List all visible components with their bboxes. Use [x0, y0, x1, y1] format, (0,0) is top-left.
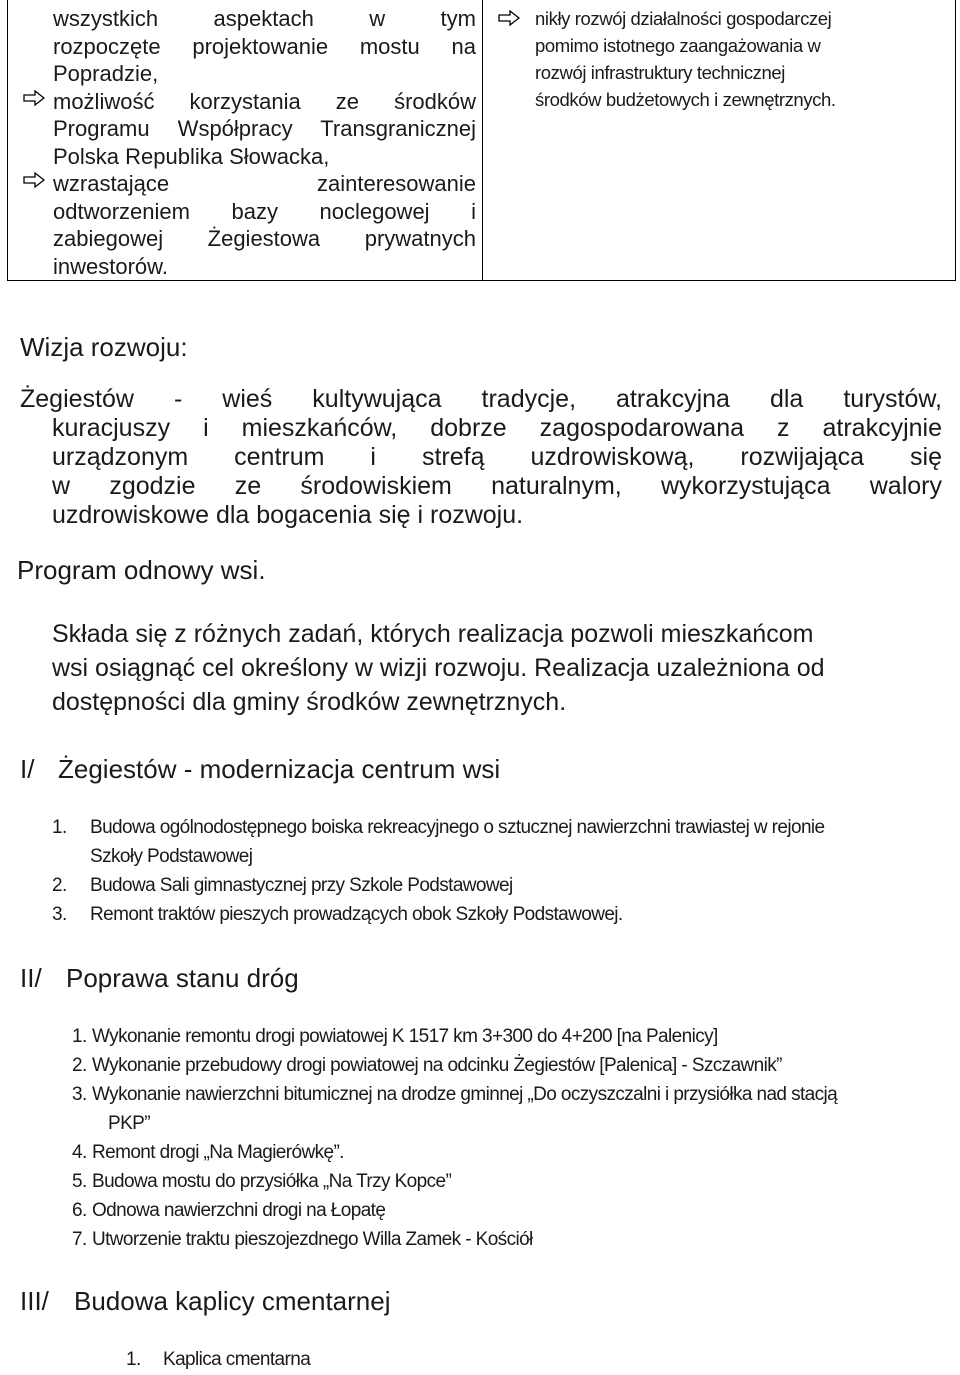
outline-arrow-right-icon	[498, 10, 520, 26]
vision-line: urządzonym centrum i strefą uzdrowiskową, rozwijająca się	[52, 443, 942, 471]
program-heading: Program odnowy wsi.	[17, 555, 266, 585]
program-line: dostępności dla gminy środków zewnętrznych.	[52, 688, 567, 716]
outline-arrow-right-icon	[23, 172, 45, 188]
swot-table-fragment	[7, 0, 956, 281]
list-item-text: Szkoły Podstawowej	[90, 846, 253, 867]
right-cell-line: pomimo istotnego zaangażowania w	[535, 35, 821, 56]
list-item-text: Wykonanie remontu drogi powiatowej K 1517 km 3+300 do 4+200 [na Palenicy]	[92, 1026, 718, 1047]
list-item-text: Wykonanie przebudowy drogi powiatowej na odcinku Żegiestów [Palenica] - Szczawnik”	[92, 1055, 782, 1076]
left-cell-line: wzrastające zainteresowanie	[53, 171, 476, 196]
list-item-text: Kaplica cmentarna	[163, 1349, 311, 1370]
program-line: wsi osiągnąć cel określony w wizji rozwoju. Realizacja uzależniona od	[52, 654, 825, 682]
list-item-number: 4.	[72, 1142, 87, 1163]
list-item-number: 2.	[52, 875, 67, 896]
list-item	[52, 814, 932, 872]
section-title: Poprawa stanu dróg	[66, 963, 299, 993]
section-number: II/	[20, 963, 42, 993]
vision-paragraph	[20, 385, 942, 530]
left-cell-line: Popradzie,	[53, 61, 159, 86]
list-item-text: Budowa Sali gimnastycznej przy Szkole Podstawowej	[90, 875, 513, 896]
list-item-number: 6.	[72, 1200, 87, 1221]
left-cell-line: rozpoczęte projektowanie mostu na	[53, 33, 476, 59]
vision-line: kuracjuszy i mieszkańców, dobrze zagospodarowana z atrakcyjnie	[52, 414, 942, 442]
list-item	[72, 1226, 942, 1255]
section-title: Żegiestów - modernizacja centrum wsi	[58, 754, 501, 784]
list-item	[126, 1346, 626, 1375]
table-left-cell	[53, 5, 476, 280]
list-item	[72, 1081, 942, 1139]
list-item	[52, 901, 932, 930]
list-item-text: Remont traktów pieszych prowadzących obok Szkoły Podstawowej.	[90, 904, 623, 925]
right-cell-line: nikły rozwój działalności gospodarczej	[535, 8, 832, 29]
list-item-text: PKP”	[108, 1113, 150, 1134]
list-item-number: 1.	[52, 817, 67, 838]
list-item	[52, 872, 932, 901]
table-right-cell	[535, 5, 955, 113]
list-item-number: 1.	[126, 1349, 141, 1370]
right-cell-line: rozwój infrastruktury technicznej	[535, 62, 786, 83]
list-item-number: 1.	[72, 1026, 87, 1047]
list-item	[72, 1168, 942, 1197]
list-item	[72, 1139, 942, 1168]
section-2-list	[72, 1023, 942, 1258]
program-line: Składa się z różnych zadań, których realizacja pozwoli mieszkańcom	[52, 620, 814, 648]
left-cell-line: Polska Republika Słowacka,	[53, 143, 330, 169]
list-item-number: 7.	[72, 1229, 87, 1250]
table-column-divider	[482, 0, 483, 280]
list-item	[72, 1023, 942, 1052]
list-item-number: 5.	[72, 1171, 87, 1192]
list-item-number: 3.	[72, 1084, 87, 1105]
section-title: Budowa kaplicy cmentarnej	[74, 1286, 391, 1316]
list-item-text: Odnowa nawierzchni drogi na Łopatę	[92, 1200, 386, 1221]
left-cell-line: wszystkich aspektach w tym	[53, 6, 476, 31]
left-cell-line: zabiegowej Żegiestowa prywatnych	[53, 226, 476, 251]
list-item-text: Remont drogi „Na Magierówkę”.	[92, 1142, 344, 1163]
left-cell-line: odtworzeniem bazy noclegowej i	[53, 198, 476, 224]
section-number: I/	[20, 754, 35, 784]
left-cell-line: Programu Współpracy Transgranicznej	[53, 116, 476, 141]
list-item-text: Budowa mostu do przysiółka „Na Trzy Kopce”	[92, 1171, 452, 1192]
outline-arrow-right-icon	[23, 90, 45, 106]
list-item-number: 2.	[72, 1055, 87, 1076]
program-paragraph	[52, 617, 947, 719]
vision-line: Żegiestów - wieś kultywująca tradycje, atrakcyjna dla turystów,	[20, 385, 942, 413]
left-cell-line: inwestorów.	[53, 253, 168, 279]
left-cell-line: możliwość korzystania ze środków	[53, 88, 476, 114]
list-item	[72, 1197, 942, 1226]
list-item-text: Wykonanie nawierzchni bitumicznej na drodze gminnej „Do oczyszczalni i przysiółka nad stacją	[92, 1084, 838, 1105]
list-item-number: 3.	[52, 904, 67, 925]
list-item-text: Budowa ogólnodostępnego boiska rekreacyjnego o sztucznej nawierzchni trawiastej w rejonie	[90, 817, 825, 838]
section-3-list	[126, 1346, 626, 1375]
section-1-list	[52, 814, 932, 924]
list-item-text: Utworzenie traktu pieszojezdnego Willa Zamek - Kościół	[92, 1229, 533, 1250]
list-item	[72, 1052, 942, 1081]
vision-line: uzdrowiskowe dla bogacenia się i rozwoju.	[52, 501, 524, 529]
right-cell-line: środków budżetowych i zewnętrznych.	[535, 89, 836, 110]
section-number: III/	[20, 1286, 49, 1316]
vision-line: w zgodzie ze środowiskiem naturalnym, wykorzystująca walory	[52, 472, 942, 500]
vision-heading: Wizja rozwoju:	[20, 332, 188, 362]
